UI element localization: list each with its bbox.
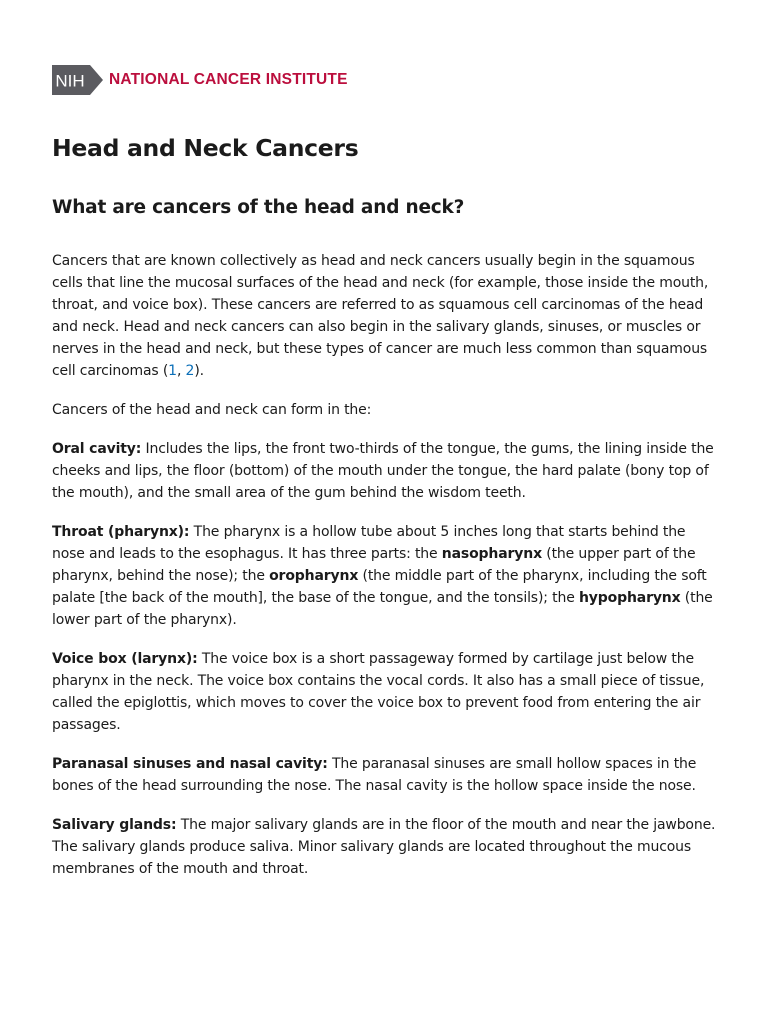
- article-body: [52, 250, 716, 897]
- sinuses-term: Paranasal sinuses and nasal cavity:: [52, 756, 328, 772]
- intro-end: ).: [194, 363, 204, 379]
- page-title: Head and Neck Cancers: [52, 134, 359, 162]
- salivary-paragraph: [52, 814, 716, 880]
- section-heading: What are cancers of the head and neck?: [52, 197, 465, 218]
- oral-cavity-text: Includes the lips, the front two-thirds of the tongue, the gums, the lining inside the cheeks and lips, the floor (bottom) of the mouth under the tongue, the hard palate (bony top of the mouth), and the small area of the gum behind the wisdom teeth.: [52, 441, 714, 501]
- voice-box-paragraph: [52, 648, 716, 736]
- reference-separator: ,: [176, 363, 186, 379]
- oral-cavity-paragraph: [52, 438, 716, 504]
- salivary-term: Salivary glands:: [52, 817, 177, 833]
- nih-badge-icon: [52, 65, 103, 95]
- throat-paragraph: [52, 521, 716, 631]
- throat-text-1: The pharynx is a hollow tube about 5 inches long that starts behind the nose and leads to the esophagus. It has three parts: the: [52, 524, 686, 562]
- throat-text-2: (the upper part of the pharynx, behind the nose); the: [52, 546, 696, 584]
- voice-box-term: Voice box (larynx):: [52, 651, 198, 667]
- reference-link-2[interactable]: 2: [185, 363, 195, 379]
- oropharynx-term: oropharynx: [269, 568, 359, 584]
- nci-logo: [52, 65, 348, 95]
- lead-in-paragraph: Cancers of the head and neck can form in the:: [52, 402, 372, 418]
- nih-badge-text: NIH: [55, 71, 85, 91]
- reference-link-1[interactable]: 1: [168, 363, 177, 379]
- oral-cavity-term: Oral cavity:: [52, 441, 142, 457]
- throat-term: Throat (pharynx):: [52, 524, 190, 540]
- salivary-text: The major salivary glands are in the floor of the mouth and near the jawbone. The salivary glands produce saliva. Minor salivary glands are located throughout the mucous membranes of the mouth and throat.: [52, 817, 716, 877]
- sinuses-text: The paranasal sinuses are small hollow spaces in the bones of the head surrounding the nose. The nasal cavity is the hollow space inside the nose.: [52, 756, 697, 794]
- nasopharynx-term: nasopharynx: [441, 546, 542, 562]
- sinuses-paragraph: [52, 753, 716, 797]
- intro-paragraph: [52, 250, 716, 382]
- intro-text: Cancers that are known collectively as head and neck cancers usually begin in the squamous cells that line the mucosal surfaces of the head and neck (for example, those inside the mouth, throat, and voice box). These cancers are referred to as squamous cell carcinomas of the head and neck. Head and neck cancers can also begin in the salivary glands, sinuses, or muscles or nerves in the head and neck, but these types of cancer are much less common than squamous cell carcinomas (: [52, 253, 709, 379]
- hypopharynx-term: hypopharynx: [578, 590, 681, 606]
- voice-box-text: The voice box is a short passageway formed by cartilage just below the pharynx in the neck. The voice box contains the vocal cords. It also has a small piece of tissue, called the epiglottis, which moves to cover the voice box to prevent food from entering the air passages.: [52, 651, 705, 733]
- throat-text-3: (the middle part of the pharynx, including the soft palate [the back of the mouth], the base of the tongue, and the tonsils); the: [52, 568, 707, 606]
- org-name: NATIONAL CANCER INSTITUTE: [109, 71, 348, 88]
- throat-text-4: (the lower part of the pharynx).: [52, 590, 713, 628]
